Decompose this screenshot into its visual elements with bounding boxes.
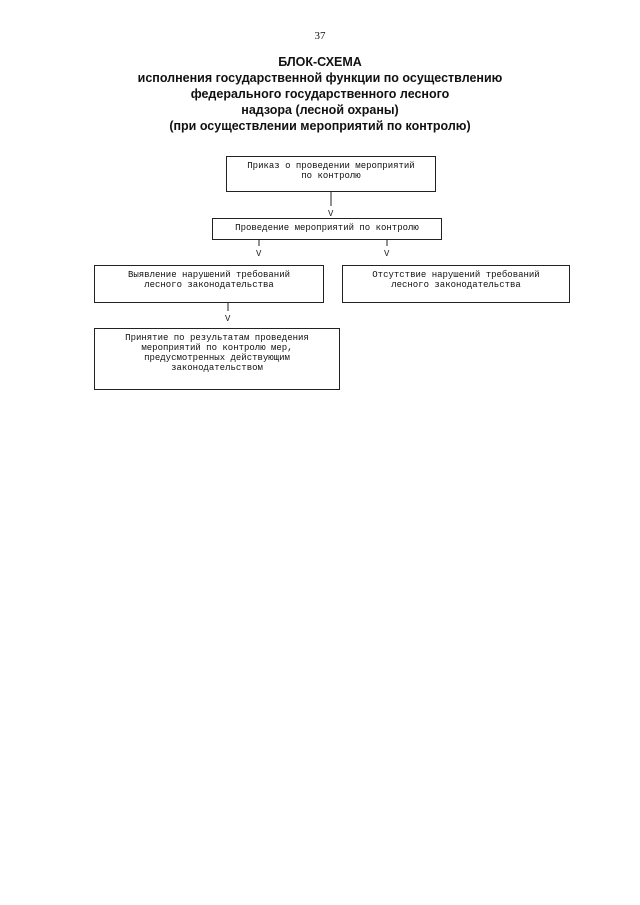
arrow-glyph: V [328,209,334,219]
connector-order-to-conduct [328,192,338,218]
flow-box-violations: Выявление нарушений требований лесного законодательства [94,265,324,303]
document-title [0,54,640,134]
flow-box-order: Приказ о проведении мероприятий по контролю [226,156,436,192]
title-line-1: исполнения государственной функции по осуществлению [137,71,503,85]
arrow-glyph: V [225,314,231,324]
arrow-glyph: V [256,249,262,259]
connector-violations-to-measures [225,303,235,323]
connector-conduct-to-no-violations [384,240,394,258]
flow-box-conduct: Проведение мероприятий по контролю [212,218,442,240]
connector-conduct-to-violations [256,240,266,258]
title-heading: БЛОК-СХЕМА [278,55,362,69]
title-line-3: надзора (лесной охраны) [241,103,399,117]
flow-box-measures: Принятие по результатам проведения мероприятий по контролю мер, предусмотренных действующим законодательством [94,328,340,390]
arrow-glyph: V [384,249,390,259]
page-number: 37 [314,30,326,42]
title-line-2: федерального государственного лесного [190,87,450,101]
title-line-4: (при осуществлении мероприятий по контролю) [169,119,471,133]
flow-box-no-violations: Отсутствие нарушений требований лесного законодательства [342,265,570,303]
